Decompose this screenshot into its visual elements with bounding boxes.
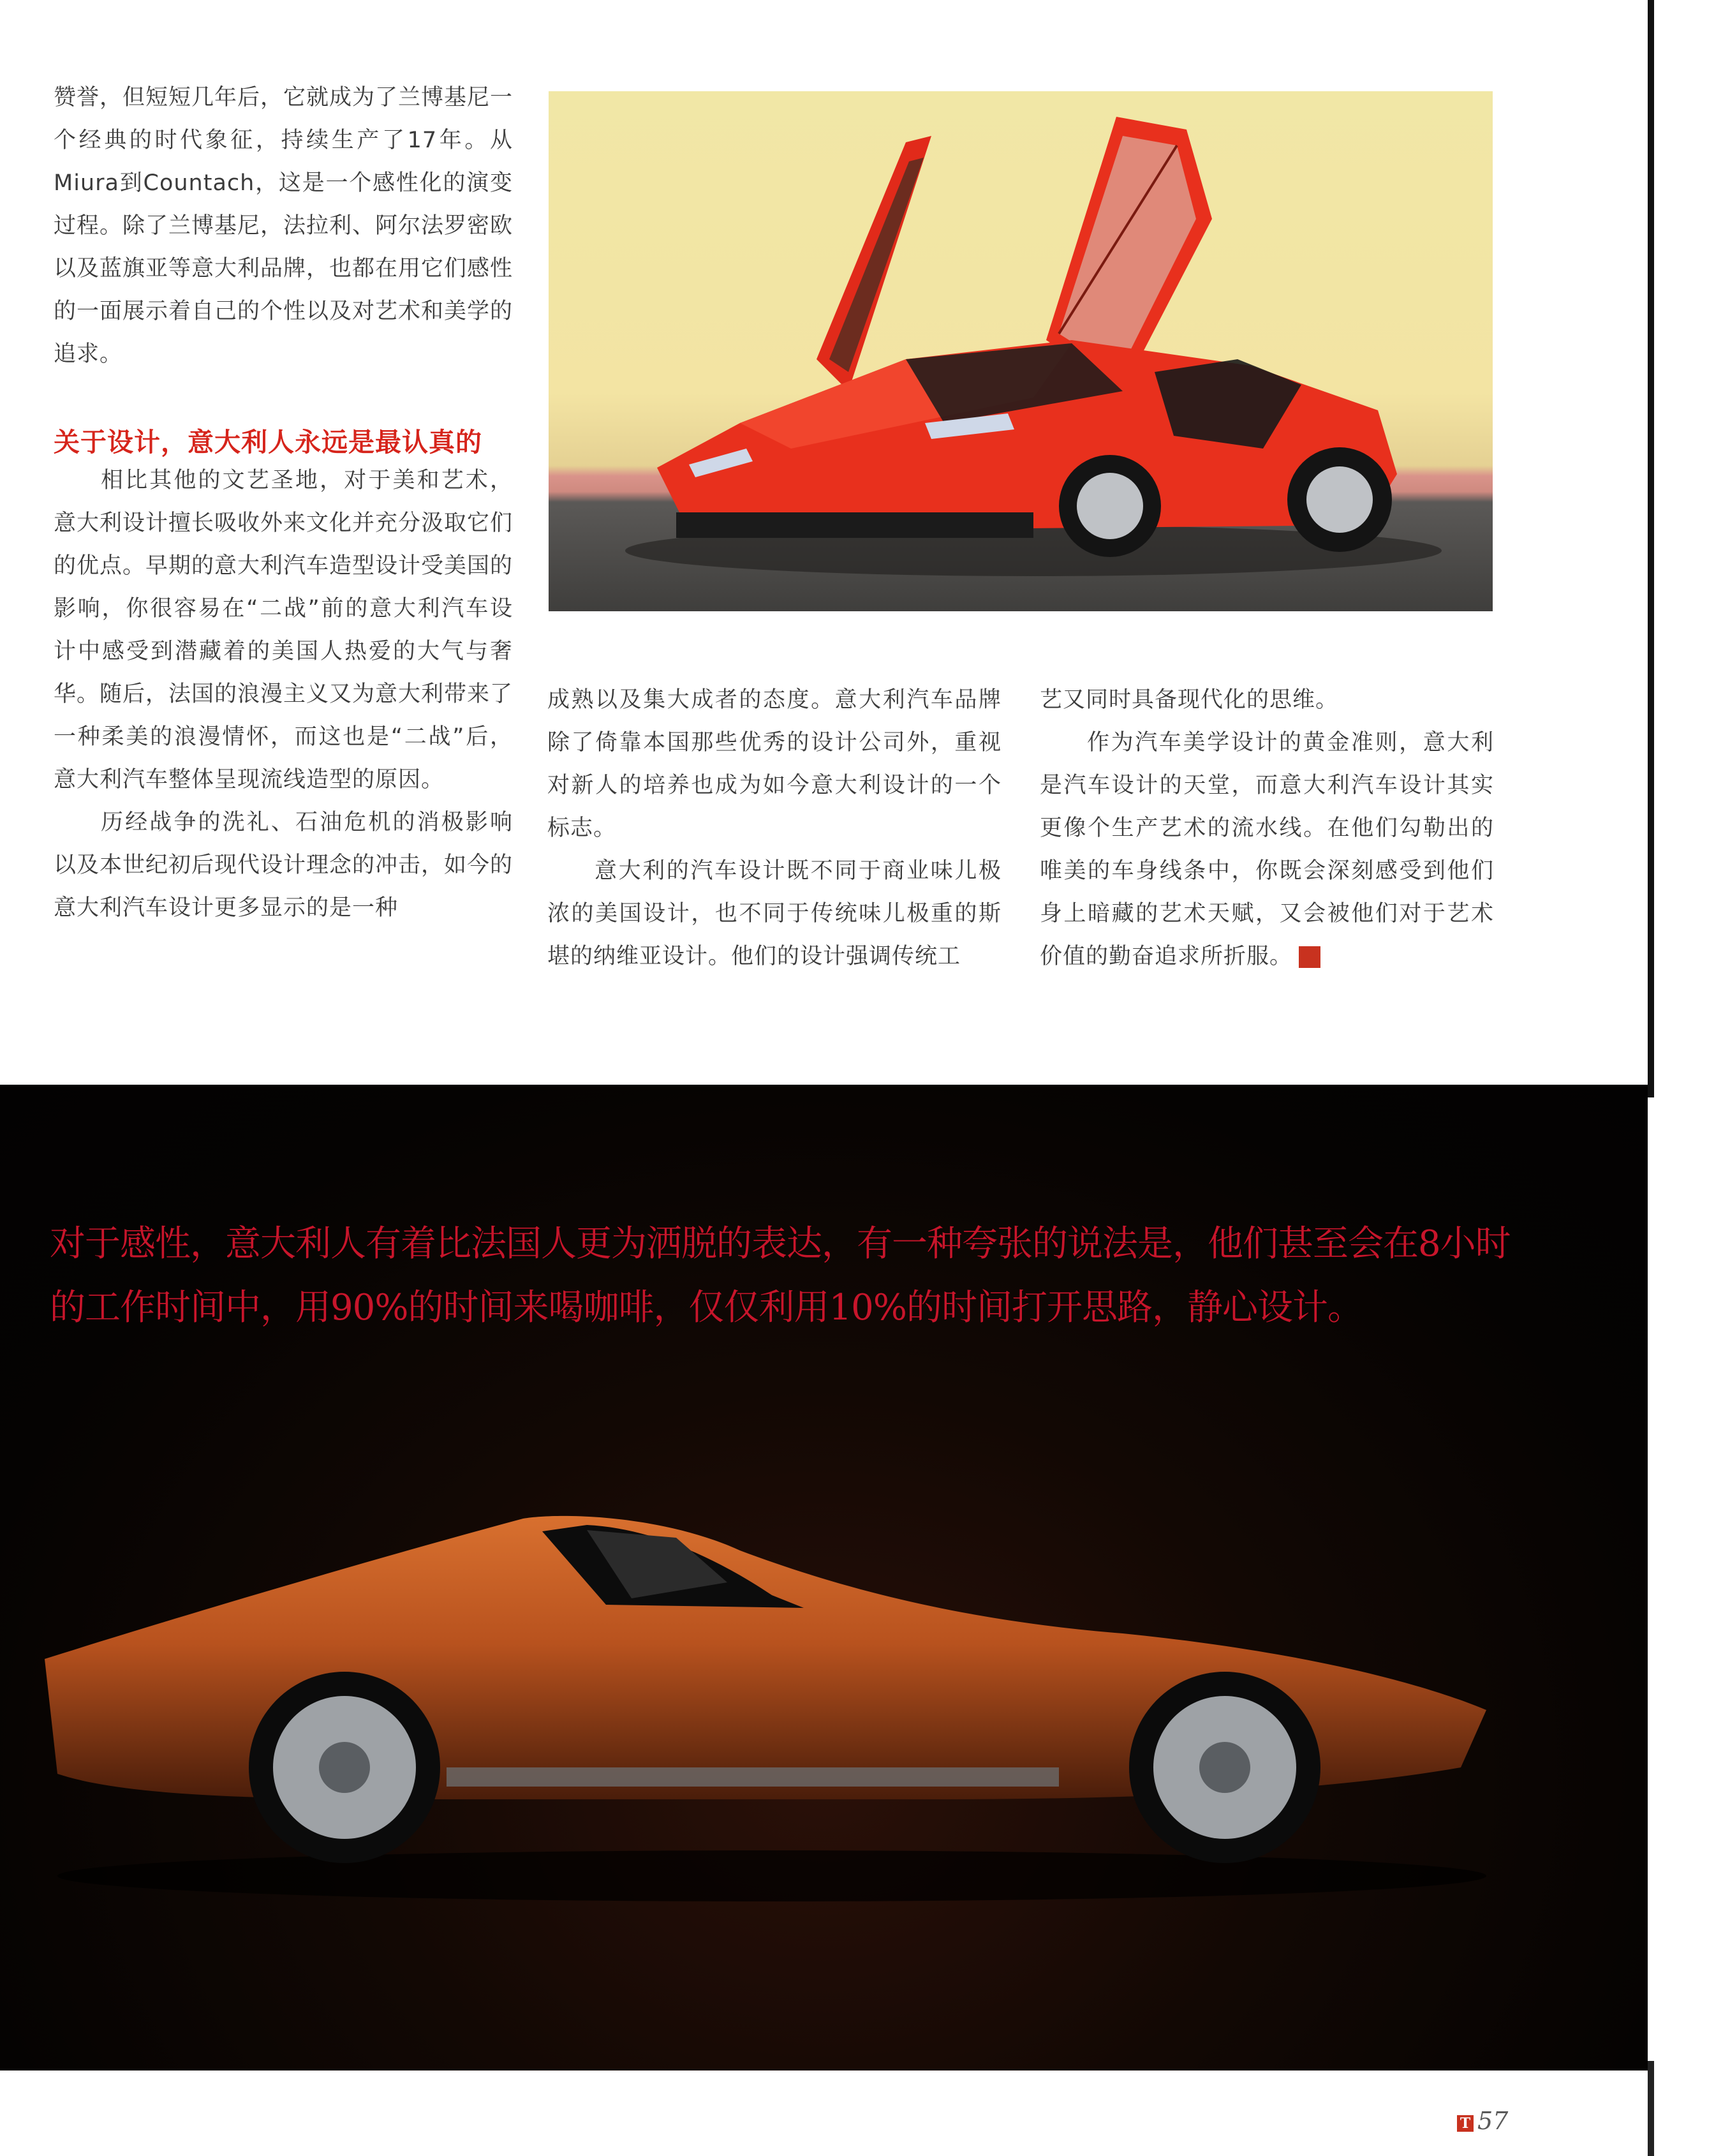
- article-column-1-lower: [54, 459, 513, 930]
- countach-car-illustration: [549, 91, 1493, 611]
- article-column-1-top: [54, 77, 513, 376]
- paragraph: 艺又同时具备现代化的思维。: [1040, 687, 1339, 713]
- page-footer: [1457, 2107, 1508, 2135]
- end-of-article-mark: T: [1299, 946, 1320, 968]
- magazine-logo-icon: T: [1457, 2115, 1474, 2132]
- page-number: 57: [1477, 2107, 1509, 2135]
- paragraph: 意大利的汽车设计既不同于商业味儿极浓的美国设计，也不同于传统味儿极重的斯堪的纳维亚设计。他们的设计强调传统工: [547, 858, 1002, 969]
- paragraph: 历经战争的洗礼、石油危机的消极影响以及本世纪初后现代设计理念的冲击，如今的意大利汽车设计更多显示的是一种: [54, 810, 514, 921]
- section-heading: 关于设计，意大利人永远是最认真的: [54, 427, 482, 457]
- article-column-2: [547, 679, 1002, 978]
- page-spine-shadow: [1648, 0, 1654, 1097]
- paragraph: 成熟以及集大成者的态度。意大利汽车品牌除了倚靠本国那些优秀的设计公司外，重视对新人的培养也成为如今意大利设计的一个标志。: [547, 687, 1002, 841]
- miura-photo: [38, 1468, 1505, 1914]
- paragraph-text: 作为汽车美学设计的黄金准则，意大利是汽车设计的天堂，而意大利汽车设计其实更像个生产艺术的流水线。在他们勾勒出的唯美的车身线条中，你既会深刻感受到他们身上暗藏的艺术天赋，又会被他们对于艺术价值的勤奋追求所折服。: [1040, 730, 1494, 969]
- page-spine-shadow-lower: [1648, 2061, 1654, 2156]
- paragraph: 赞誉，但短短几年后，它就成为了兰博基尼一个经典的时代象征，持续生产了17年。从Miura到Countach，这是一个感性化的演变过程。除了兰博基尼，法拉利、阿尔法罗密欧以及蓝旗亚等意大利品牌，也都在用它们感性的一面展示着自己的个性以及对艺术和美学的追求。: [54, 85, 514, 367]
- pull-quote: 对于感性，意大利人有着比法国人更为洒脱的表达，有一种夸张的说法是，他们甚至会在8小时的工作时间中，用90%的时间来喝咖啡，仅仅利用10%的时间打开思路，静心设计。: [50, 1223, 1511, 1328]
- miura-car-illustration: [38, 1468, 1505, 1914]
- paragraph: 相比其他的文艺圣地，对于美和艺术，意大利设计擅长吸收外来文化并充分汲取它们的优点。早期的意大利汽车造型设计受美国的影响，你很容易在“二战”前的意大利汽车设计中感受到潜藏着的美国人热爱的大气与奢华。随后，法国的浪漫主义又为意大利带来了一种柔美的浪漫情怀，而这也是“二战”后，意大利汽车整体呈现流线造型的原因。: [54, 468, 514, 792]
- article-column-3: [1040, 679, 1494, 978]
- paragraph: [1040, 722, 1494, 978]
- countach-photo: [549, 91, 1493, 611]
